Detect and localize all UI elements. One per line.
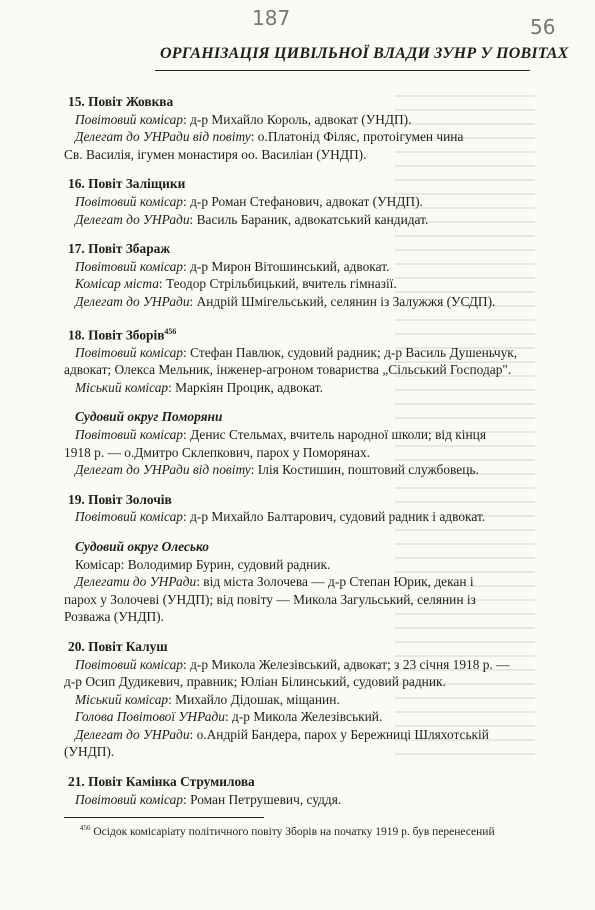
district-title-text: 17. Повіт Збараж <box>68 241 171 257</box>
role-text: : Денис Стельмах, вчитель народної школи; від кінця <box>183 426 486 442</box>
district-entry <box>64 638 534 761</box>
district-entry <box>64 408 534 478</box>
district-entry <box>64 323 534 397</box>
district-entry <box>64 491 534 526</box>
district-title <box>64 323 534 344</box>
role-text: : від міста Золочева — д-р Степан Юрик, декан і <box>196 574 474 590</box>
role-label: Повітовий комісар <box>75 426 184 442</box>
role-text: (УНДП). <box>64 744 115 760</box>
entry-line <box>64 743 534 761</box>
role-label: Повітовий комісар <box>75 193 184 209</box>
role-text: Розважа (УНДП). <box>64 609 164 625</box>
role-label: Міський комісар <box>75 379 169 395</box>
district-title-text: 20. Повіт Калуш <box>68 638 168 654</box>
district-title-text: 21. Повіт Камінка Струмилова <box>68 774 255 790</box>
role-text: : о.Платонід Філяс, протоігумен чина <box>250 129 464 145</box>
role-text: Комісар: Володимир Бурин, судовий радник. <box>75 556 331 572</box>
entry-line <box>64 461 534 479</box>
role-label: Міський комісар <box>75 691 169 707</box>
role-label: Повітовий комісар <box>75 258 184 274</box>
entry-line <box>64 211 534 229</box>
entry-line <box>64 591 534 609</box>
role-label: Повітовий комісар <box>75 791 184 807</box>
district-entry <box>64 240 534 310</box>
entry-line <box>64 361 534 379</box>
entry-line <box>64 726 534 744</box>
district-title <box>64 93 534 111</box>
role-label: Делегат до УНРади від повіту <box>75 462 251 478</box>
role-text: : Теодор Стрільбицький, вчитель гімназії. <box>158 276 397 292</box>
role-text: : Роман Петрушевич, суддя. <box>183 791 342 807</box>
role-text: Св. Василія, ігумен монастиря оо. Василіан (УНДП). <box>64 146 367 162</box>
handwritten-folio-number: 56 <box>530 15 556 39</box>
entry-line <box>64 608 534 626</box>
district-title <box>64 638 534 656</box>
role-label: Делегат до УНРади <box>75 211 190 227</box>
entry-line <box>64 344 534 362</box>
document-body <box>64 93 534 820</box>
role-text: : д-р Роман Стефанович, адвокат (УНДП). <box>183 193 423 209</box>
entry-line <box>64 128 534 146</box>
entry-line <box>64 573 534 591</box>
role-label: Делегат до УНРади <box>75 726 190 742</box>
footnote-reference: 456 <box>164 326 177 336</box>
role-text: : Маркіян Процик, адвокат. <box>168 379 323 395</box>
court-district-title: Судовий округ Поморяни <box>75 409 223 425</box>
footnote <box>80 824 550 838</box>
entry-line <box>64 556 534 574</box>
role-text: : д-р Микола Железівський, адвокат; з 23 січня 1918 р. — <box>183 656 510 672</box>
entry-line <box>64 379 534 397</box>
district-title-text: 19. Повіт Золочів <box>68 491 172 507</box>
role-label: Делегат до УНРади <box>75 293 190 309</box>
district-title <box>64 240 534 258</box>
role-text: 1918 р. — о.Дмитро Склепкович, парох у Поморянах. <box>64 444 371 460</box>
district-title <box>64 491 534 509</box>
role-label: Делегат до УНРади від повіту <box>75 129 251 145</box>
district-entry <box>64 175 534 228</box>
entry-line <box>64 275 534 293</box>
role-label: Повітовий комісар <box>75 111 184 127</box>
entry-line <box>64 146 534 164</box>
role-label: Делегати до УНРади <box>75 574 197 590</box>
footnote-rule <box>64 817 264 818</box>
role-label: Голова Повітової УНРади <box>75 709 225 725</box>
entry-line <box>64 258 534 276</box>
district-title-text: 18. Повіт Зборів <box>68 327 165 342</box>
role-label: Повітовий комісар <box>75 656 184 672</box>
entry-line <box>64 691 534 709</box>
entry-line <box>64 293 534 311</box>
entry-line <box>64 791 534 809</box>
header-rule <box>155 70 530 71</box>
role-text: : Михайло Дідошак, міщанин. <box>168 691 340 707</box>
role-text: : Василь Бараник, адвокатський кандидат. <box>189 211 429 227</box>
role-text: : д-р Михайло Балтарович, судовий радник і адвокат. <box>183 509 486 525</box>
entry-line <box>64 508 534 526</box>
entry-line <box>64 111 534 129</box>
role-text: : д-р Михайло Король, адвокат (УНДП). <box>183 111 412 127</box>
district-title-text: 16. Повіт Заліщики <box>68 176 186 192</box>
entry-line <box>64 656 534 674</box>
entry-line <box>64 708 534 726</box>
footnote-text: Осідок комісаріату політичного повіту Зборів на початку 1919 р. був перенесений <box>90 825 495 838</box>
entry-line <box>64 444 534 462</box>
footnote-marker: 456 <box>80 824 91 832</box>
entry-line <box>64 193 534 211</box>
district-title <box>64 773 534 791</box>
role-text: : д-р Микола Железівський. <box>224 709 383 725</box>
district-entry <box>64 93 534 163</box>
role-text: парох у Золочеві (УНДП); від повіту — Микола Загульський, селянин із <box>64 591 476 607</box>
role-text: : Ілія Костишин, поштовий службовець. <box>250 462 479 478</box>
role-text: адвокат; Олекса Мельник, інженер-агроном товариства „Сільський Господар". <box>64 362 512 378</box>
district-entry <box>64 538 534 626</box>
court-district-title: Судовий округ Олесько <box>75 538 209 554</box>
district-title <box>64 175 534 193</box>
running-header: ОРГАНІЗАЦІЯ ЦИВІЛЬНОЇ ВЛАДИ ЗУНР У ПОВІТАХ <box>160 45 569 62</box>
role-label: Комісар міста <box>75 276 159 292</box>
role-text: : о.Андрій Бандера, парох у Бережниці Шляхотській <box>189 726 489 742</box>
handwritten-page-number: 187 <box>252 6 291 30</box>
role-label: Повітовий комісар <box>75 344 184 360</box>
role-label: Повітовий комісар <box>75 509 184 525</box>
entry-line <box>64 426 534 444</box>
district-entry <box>64 773 534 808</box>
district-title-text: 15. Повіт Жовква <box>68 94 174 109</box>
role-text: : д-р Мирон Вітошинський, адвокат. <box>183 258 390 274</box>
role-text: д-р Осип Дудикевич, правник; Юліан Білинський, судовий радник. <box>64 674 446 690</box>
role-text: : Андрій Шмігельський, селянин із Залужжя (УСДП). <box>189 293 496 309</box>
entry-line <box>64 673 534 691</box>
role-text: : Стефан Павлюк, судовий радник; д-р Василь Душеньчук, <box>183 344 518 360</box>
